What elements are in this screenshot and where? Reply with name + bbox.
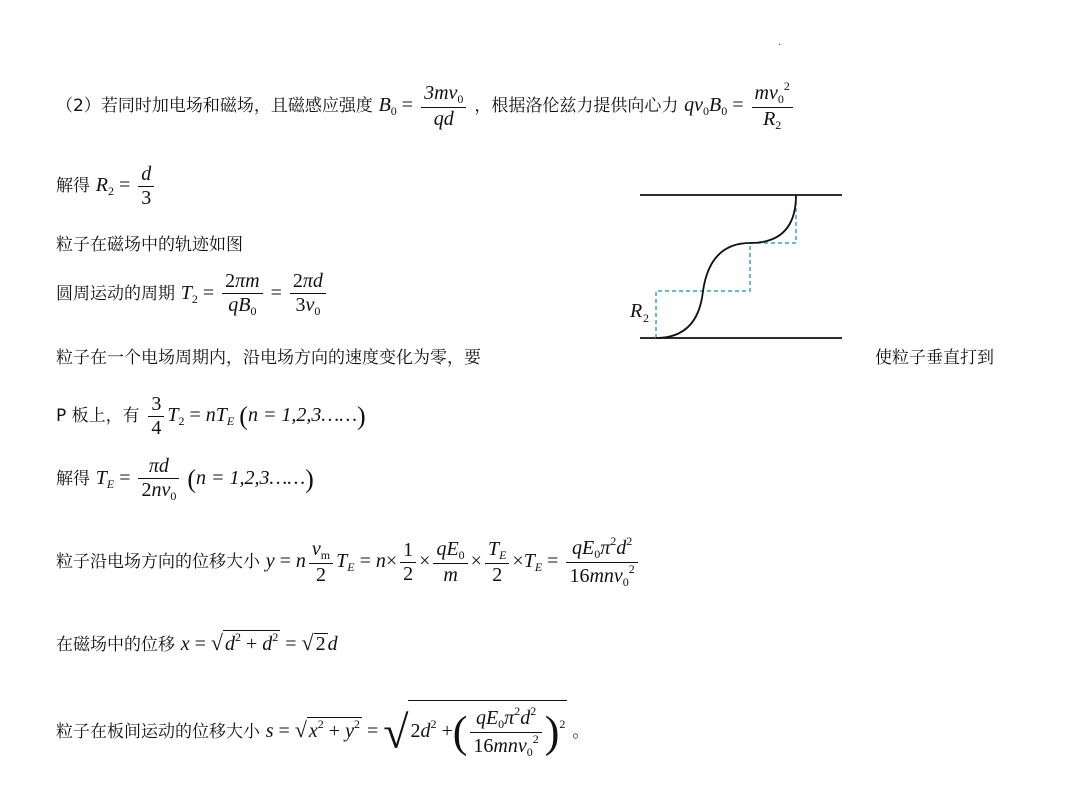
formula-y: y = n $\frac{v_m}{2}$ $T_E = n\times$ $\frac{1}{2}$ × $\frac{qE_0}{m}$ × $\frac{T_E}{2}$ $\times T_E$ = $\frac{qE_0\pi^2d^2}{16mnv_0^2}$ bbox=[266, 550, 641, 572]
stray-dot: · bbox=[778, 40, 782, 51]
radius-subscript: 2 bbox=[643, 311, 649, 325]
text-condition-a: 粒子在一个电场周期内，沿电场方向的速度变化为零，要 bbox=[56, 348, 481, 368]
formula-x: x = √ $d^2 + d^2$ = √ 2 d bbox=[180, 630, 338, 655]
series-range-2: n = 1,2,3…… bbox=[196, 467, 306, 489]
text-solve: 解得 bbox=[56, 176, 90, 197]
formula-period-relation: $\frac{3}{4}$ $T_2 = nT_E$ (n = 1,2,3……) bbox=[145, 404, 365, 426]
line-displacement-x bbox=[56, 630, 338, 654]
text-disp-y: 粒子沿电场方向的位移大小 bbox=[56, 551, 260, 572]
line-condition bbox=[56, 349, 481, 367]
formula-R2: $R_2$ = $\frac{d}{3}$ bbox=[96, 174, 158, 196]
series-range: n = 1,2,3…… bbox=[247, 404, 357, 427]
line-displacement-s bbox=[56, 700, 589, 760]
line-period bbox=[56, 270, 329, 319]
text-disp-s: 粒子在板间运动的位移大小 bbox=[56, 721, 260, 742]
trajectory-diagram bbox=[628, 185, 848, 345]
formula-TE: $T_E$ = $\frac{\pi d}{2nv_0}$ (n = 1,2,3……) bbox=[95, 455, 314, 503]
formula-lorentz: $qv_0B_0$ = $\frac{mv_0^2}{R_2}$ bbox=[684, 94, 796, 116]
line-displacement-y bbox=[56, 535, 641, 590]
line-solve-R2 bbox=[56, 163, 157, 210]
formula-s: s = √ $x^2 + y^2$ = √ $2d^2$ +( $\frac{qE_0\pi^2d^2}{16mnv_0^2}$ )$^2$ bbox=[266, 720, 573, 742]
line-p-board bbox=[56, 393, 366, 440]
radius-guide-dashed bbox=[656, 195, 796, 338]
formula-B0: $B_0$ = $\frac{3mv_0}{qd}$ bbox=[379, 94, 475, 116]
text-p-board: P 板上，有 bbox=[56, 406, 140, 427]
line-magnetic-field bbox=[56, 80, 796, 133]
formula-T2: $T_2$ = $\frac{2\pi m}{qB_0}$ = $\frac{2\pi d}{3v_0}$ bbox=[181, 282, 329, 304]
particle-trajectory bbox=[656, 195, 796, 338]
text-disp-x: 在磁场中的位移 bbox=[56, 635, 175, 655]
text-period: 圆周运动的周期 bbox=[56, 284, 175, 304]
text-condition-b: 使粒子垂直打到 bbox=[875, 348, 994, 368]
text-condition: （2）若同时加电场和磁场，且磁感应强度 bbox=[56, 95, 373, 116]
text-lorentz: ，根据洛伦兹力提供向心力 bbox=[474, 95, 679, 116]
text-period-mark: 。 bbox=[572, 721, 590, 742]
text-solve-2: 解得 bbox=[56, 469, 90, 489]
line-trajectory bbox=[56, 236, 243, 254]
radius-label: R bbox=[630, 300, 643, 322]
text-trajectory: 粒子在磁场中的轨迹如图 bbox=[56, 235, 243, 255]
line-solve-TE bbox=[56, 455, 314, 504]
line-condition-b bbox=[875, 349, 994, 367]
